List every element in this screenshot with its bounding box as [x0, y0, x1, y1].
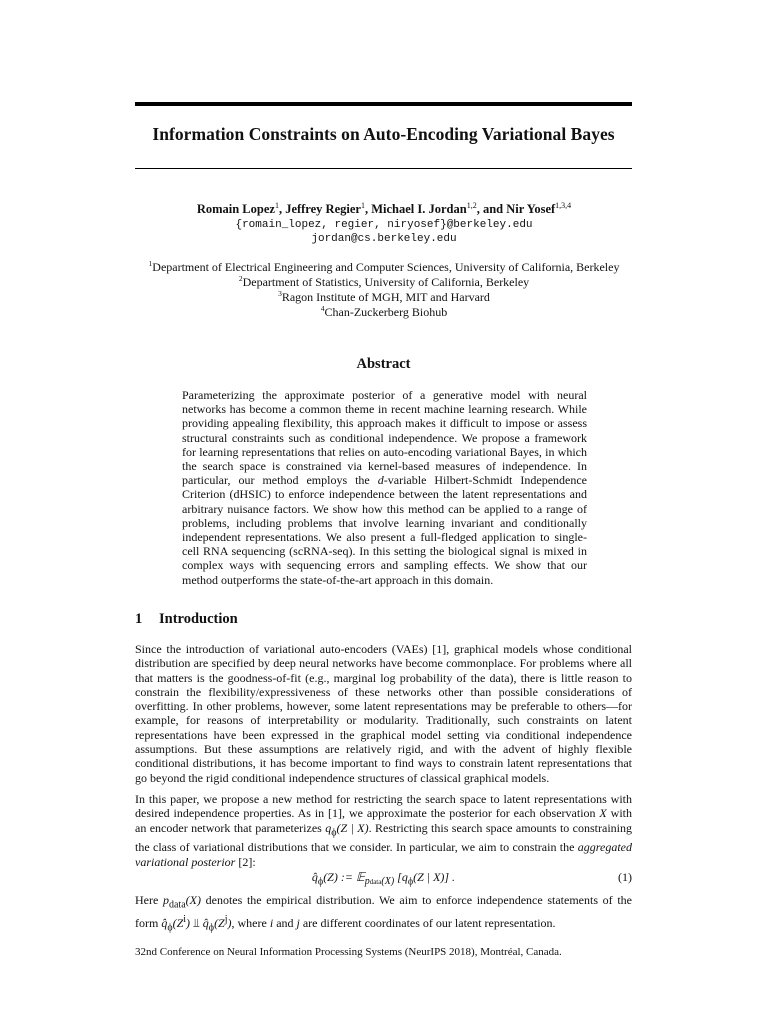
math-var: X [599, 806, 607, 821]
section-title: Introduction [159, 611, 238, 627]
text-part: are different coordinates of our latent representation. [299, 915, 556, 930]
section-heading [135, 611, 238, 628]
math-sub: ϕ [407, 876, 414, 888]
author-name: Romain Lopez [196, 202, 275, 216]
math-sup: j [224, 913, 228, 925]
affiliation-sup: 4 [320, 304, 325, 313]
author-affil-sup: 1 [274, 200, 279, 210]
affiliation-line [100, 305, 668, 320]
math-expr: ) [186, 915, 191, 930]
math-expr: [q [394, 870, 408, 884]
abstract-heading: Abstract [356, 356, 411, 372]
math-var: i [269, 915, 274, 930]
author-block [100, 200, 668, 246]
affiliation-sup: 3 [278, 289, 282, 298]
section-number: 1 [135, 611, 143, 627]
math-expr: (Z [214, 915, 225, 930]
affiliation-sup: 1 [148, 259, 153, 268]
math-expr: (X) [185, 893, 201, 907]
math-expr: (Z) := 𝔼 [323, 870, 365, 884]
math-sub: ϕ [331, 826, 337, 838]
emphasis: aggregated variational posterior [135, 840, 632, 869]
author-name: Michael I. Jordan [371, 202, 467, 216]
math-var: q [325, 820, 332, 835]
math-expr: (Z [172, 915, 184, 930]
math-var: j [296, 915, 300, 930]
math-sub: ϕ [167, 922, 173, 934]
title-top-rule [135, 102, 632, 106]
affiliation-text: Chan-Zuckerberg Biohub [324, 305, 448, 319]
author-separator: , [278, 202, 286, 216]
math-sub: data [369, 878, 382, 887]
math-sub: (X) [381, 876, 395, 888]
abstract-text [182, 388, 587, 587]
equation-1 [135, 870, 632, 886]
equation-number: (1) [618, 870, 632, 884]
text-part: denotes the empirical distribution. We aim to enforce independence statements of the form [135, 893, 632, 930]
author-separator: , and [476, 202, 507, 216]
math-sub: ϕ [317, 876, 324, 888]
text-part: . Restricting this search space amounts to constraining the class of variational distributions that we consider. In particular, we aim to constrain the [135, 820, 632, 855]
affiliation-text: Ragon Institute of MGH, MIT and Harvard [281, 290, 490, 304]
text-part: and [273, 915, 297, 930]
title-bottom-rule [135, 168, 632, 169]
intro-paragraph-2 [135, 792, 632, 869]
abstract-part: Parameterizing the approximate posterior of a generative model with neural networks has become a common theme in recent machine learning research. While providing appealing flexibility, this approach makes it difficult to impose or assess structural constraints such as conditional independence. We propose a framework for learning representations that relies on auto-encoding variational Bayes, in which the search space is constrained via kernel-based measures of independence. In particular, our method employs the [182, 388, 587, 488]
intro-paragraph-1: Since the introduction of variational auto-encoders (VAEs) [1], graphical models whose conditional distribution are specified by deep neural networks have become commonplace. For problems where all that matters is the goodness-of-fit (e.g., marginal log probability of the data), there is little reason to constrain the flexibility/expressiveness of these networks other than possible considerations of overfitting. In other problems, however, some latent representations may be preferable to others—for example, for reasons of interpretability or modularity. Traditionally, such constraints on latent representations have been expressed in the graphical model setting via conditional independence assumptions. But these assumptions are relatively rigid, and with the advent of highly flexible conditional distributions, it has become important to find ways to constrain latent representations that go beyond the rigid conditional independence structures of classical graphical models. [135, 642, 632, 785]
math-sub: p [364, 876, 370, 888]
conference-footer: 32nd Conference on Neural Information Processing Systems (NeurIPS 2018), Montréal, Canada. [135, 946, 562, 958]
math-var: q̂ [161, 915, 168, 930]
intro-paragraph-3 [135, 893, 632, 935]
text-part: , where [231, 915, 270, 930]
math-var: q̂ [202, 915, 209, 930]
math-var: d [377, 473, 384, 488]
math-expr: (Z | X) [336, 820, 369, 835]
math-operator: ⫫ [190, 915, 203, 930]
affiliation-text: Department of Statistics, University of California, Berkeley [242, 275, 530, 289]
author-affil-sup: 1,2 [466, 200, 477, 210]
text-part: [2]: [235, 854, 256, 869]
equation-body [135, 870, 632, 887]
author-names [100, 200, 668, 218]
author-email: {romain_lopez, regier, niryosef}@berkeley.edu [235, 219, 533, 231]
math-sup: i [183, 913, 187, 925]
author-affil-sup: 1 [360, 200, 365, 210]
math-sub: data [168, 899, 186, 911]
affiliation-line [100, 260, 668, 275]
author-email: jordan@cs.berkeley.edu [311, 233, 457, 245]
author-name: Nir Yosef [506, 202, 556, 216]
affiliation-line [100, 275, 668, 290]
text-part: In this paper, we propose a new method for restricting the search space to latent representations with desired independence properties. As in [1], we approximate the posterior for each observation [135, 792, 632, 821]
math-expr: ) [227, 915, 232, 930]
affiliation-sup: 2 [238, 274, 243, 283]
author-affil-sup: 1,3,4 [555, 200, 572, 210]
text-part: with an encoder network that parameterizes [135, 806, 632, 835]
math-sub: ϕ [208, 922, 215, 934]
math-expr: (Z | X)] . [413, 870, 456, 884]
math-var: p [162, 893, 169, 907]
author-name: Jeffrey Regier [285, 202, 361, 216]
author-separator: , [364, 202, 372, 216]
affiliations [100, 260, 668, 320]
abstract-part: -variable Hilbert-Schmidt Independence Criterion (dHSIC) to enforce independence between the latent representations and arbitrary nuisance factors. We show how this method can be applied to a range of problems, including problems that involve learning invariant and conditionally independent representations. We also present a full-fledged application to single-cell RNA sequencing (scRNA-seq). In this setting the biological signal is mixed in complex ways with sequencing errors and sampling effects. We show that our method outperforms the state-of-the-art approach in this domain. [182, 473, 587, 587]
affiliation-line [100, 290, 668, 305]
paper-title: Information Constraints on Auto-Encoding Variational Bayes [152, 124, 615, 144]
affiliation-text: Department of Electrical Engineering and Computer Sciences, University of California, Berkeley [152, 260, 620, 274]
math-var: q̂ [311, 870, 318, 884]
text-part: Here [135, 893, 163, 907]
